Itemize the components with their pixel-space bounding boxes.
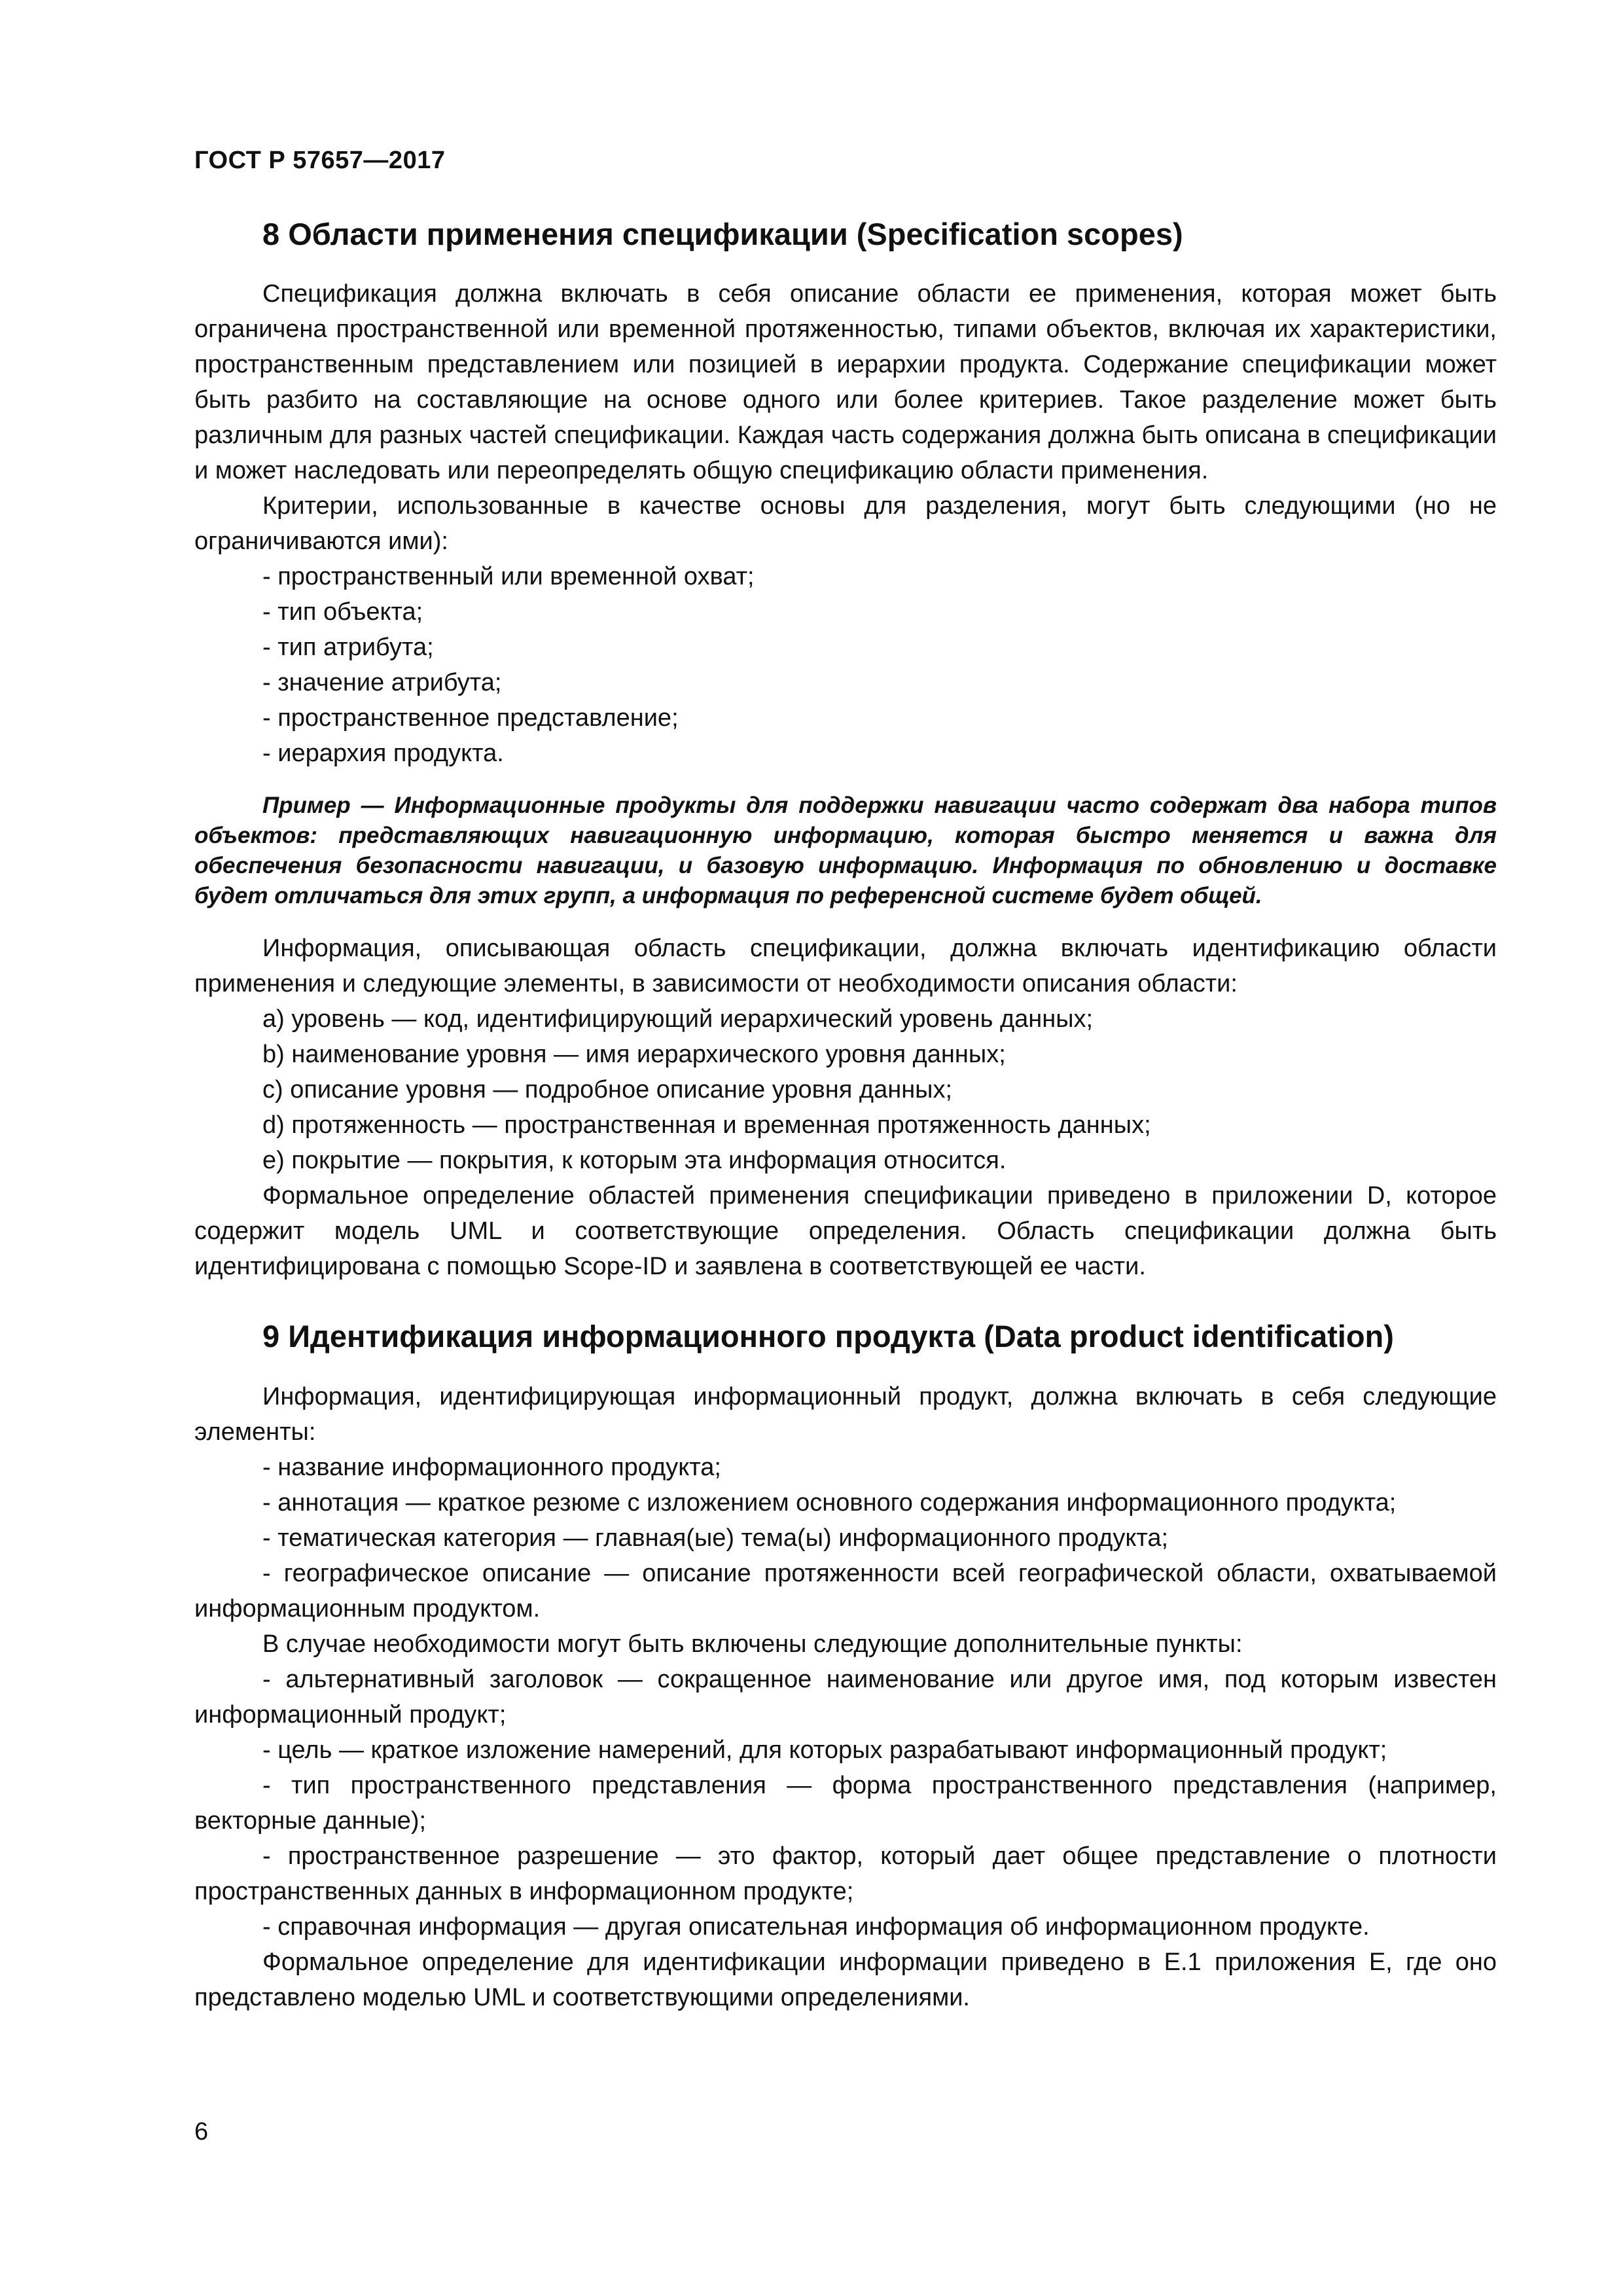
example-note: Пример — Информационные продукты для поддержки навигации часто содержат два набора типов объектов: представляющих навигационную информацию, которая быстро меняется и важна для обеспечения безопасности навигации, и базовую информацию. Информация по обновлению и доставке будет отличаться для этих групп, а информация по референсной системе будет общей. — [194, 793, 1497, 909]
list-item: a) уровень — код, идентифицирующий иерархический уровень данных; — [262, 1005, 1094, 1033]
scope-elements-list — [194, 1001, 1497, 1178]
list-item: - пространственный или временной охват; — [262, 563, 755, 591]
page-content — [194, 216, 1497, 2015]
list-item: - тип объекта; — [262, 598, 423, 626]
section-8-paragraph-4: Формальное определение областей применения спецификации приведено в приложении D, которое содержит модель UML и соответствующие определения. Область спецификации должна быть идентифицирована с помощью Scope-ID и заявлена в соответствующей ее части. — [194, 1182, 1497, 1281]
list-item: d) протяженность — пространственная и временная протяженность данных; — [262, 1111, 1151, 1139]
list-item: - географическое описание — описание протяженности всей географической области, охватываемой информационным продуктом. — [194, 1559, 1497, 1623]
criteria-list — [194, 559, 1497, 771]
page-number: 6 — [194, 2118, 209, 2145]
list-item: - пространственное разрешение — это фактор, который дает общее представление о плотности пространственных данных в информационном продукте; — [194, 1842, 1497, 1905]
section-8-paragraph-2: Критерии, использованные в качестве основы для разделения, могут быть следующими (но не ограничиваются ими): — [194, 492, 1497, 556]
list-item: e) покрытие — покрытия, к которым эта информация относится. — [262, 1147, 1007, 1175]
section-spacer — [194, 1284, 1497, 1318]
section-8-paragraph-3: Информация, описывающая область спецификации, должна включать идентификацию области применения и следующие элементы, в зависимости от необходимости описания области: — [194, 935, 1497, 998]
section-9-title: 9 Идентификация информационного продукта (Data product identification) — [262, 1319, 1394, 1354]
list-item: - цель — краткое изложение намерений, для которых разрабатывают информационный продукт; — [262, 1736, 1387, 1764]
section-8-paragraph-1: Спецификация должна включать в себя описание области ее применения, которая может быть ограничена пространственной или временной протяженностью, типами объектов, включая их характеристики, пространственным представлением или позицией в иерархии продукта. Содержание спецификации может быть разбито на составляющие на основе одного или более критериев. Такое разделение может быть различным для разных частей спецификации. Каждая часть содержания должна быть описана в спецификации и может наследовать или переопределять общую спецификацию области применения. — [194, 280, 1497, 485]
list-item: - тематическая категория — главная(ые) тема(ы) информационного продукта; — [262, 1524, 1169, 1552]
document-code: ГОСТ Р 57657—2017 — [194, 147, 446, 174]
list-item: - тип пространственного представления — форма пространственного представления (например, векторные данные); — [194, 1771, 1497, 1835]
section-9-paragraph-3: Формальное определение для идентификации информации приведено в Е.1 приложения Е, где оно представлено моделью UML и соответствующими определениями. — [194, 1948, 1497, 2011]
list-item: - значение атрибута; — [262, 669, 502, 697]
list-item: b) наименование уровня — имя иерархического уровня данных; — [262, 1041, 1006, 1069]
section-8-title: 8 Области применения спецификации (Specification scopes) — [262, 217, 1183, 251]
list-item: - пространственное представление; — [262, 704, 679, 732]
optional-elements-list — [194, 1662, 1497, 1945]
list-item: - иерархия продукта. — [262, 740, 504, 768]
list-item: - справочная информация — другая описательная информация об информационном продукте. — [262, 1912, 1370, 1941]
list-item: - название информационного продукта; — [262, 1453, 721, 1481]
list-item: c) описание уровня — подробное описание уровня данных; — [262, 1076, 953, 1104]
list-item: - тип атрибута; — [262, 634, 434, 662]
list-item: - альтернативный заголовок — сокращенное наименование или другое имя, под которым известен информационный продукт; — [194, 1665, 1497, 1729]
list-item: - аннотация — краткое резюме с изложением основного содержания информационного продукта; — [262, 1488, 1397, 1516]
section-9-paragraph-2: В случае необходимости могут быть включены следующие дополнительные пункты: — [262, 1630, 1243, 1658]
section-9-paragraph-1: Информация, идентифицирующая информационный продукт, должна включать в себя следующие элементы: — [194, 1382, 1497, 1446]
required-elements-list — [194, 1450, 1497, 1626]
